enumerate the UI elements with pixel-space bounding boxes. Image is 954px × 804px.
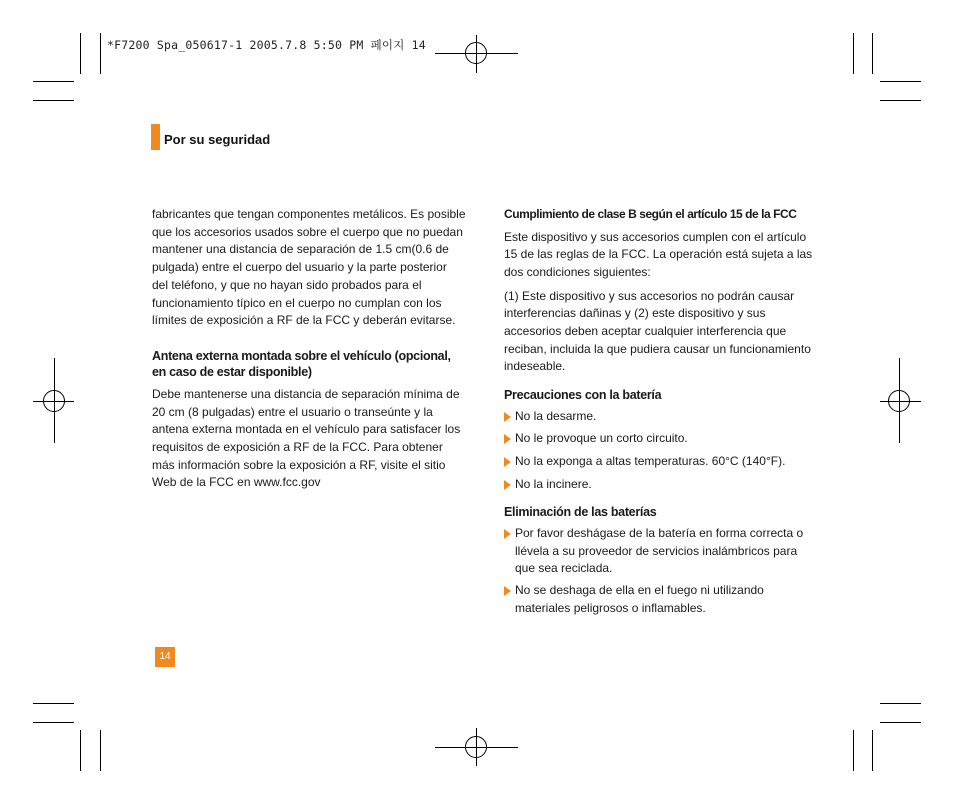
bullet-arrow-icon — [504, 412, 511, 422]
section-marker — [151, 124, 160, 150]
disposal-list — [504, 525, 818, 618]
antenna-heading: Antena externa montada sobre el vehículo (opcional, en caso de estar disponible) — [152, 348, 451, 380]
list-item: No se deshaga de ella en el fuego ni utilizando materiales peligrosos o inflamables. — [504, 582, 818, 617]
antenna-paragraph: Debe mantenerse una distancia de separación mínima de 20 cm (8 pulgadas) entre el usuario o transeúnte y la antena externa montada en el vehículo para satisfacer los requisitos de exposición a RF de la FCC. Para obtener más información sobre la exposición a RF, visite el sitio Web de la FCC en www.fcc.gov — [152, 386, 461, 490]
page-number: 14 — [155, 647, 175, 667]
section-title: Por su seguridad — [164, 132, 271, 147]
battery-heading: Precauciones con la batería — [504, 388, 662, 403]
registration-target-icon — [465, 42, 487, 64]
registration-target-icon — [465, 736, 487, 758]
intro-paragraph: fabricantes que tengan componentes metálicos. Es posible que los accesorios usados sobre el cuerpo que no puedan mantener una distancia de separación de 1.5 cm(0.6 de pulgada) entre el cuerpo del usuario y la parte posterior del teléfono, y que no hayan sido probados para el funcionamiento típico en el cuerpo no cumplan con los límites de exposición a RF de la FCC y deberán evitarse. — [152, 207, 466, 328]
battery-list — [504, 408, 818, 494]
fcc-heading: Cumplimiento de clase B según el artículo 15 de la FCC — [504, 207, 797, 221]
right-column — [504, 206, 818, 617]
list-item: Por favor deshágase de la batería en forma correcta o llévela a su proveedor de servicios inalámbricos para que sea reciclada. — [504, 525, 818, 578]
print-header: *F7200 Spa_050617-1 2005.7.8 5:50 PM 페이지 14 — [107, 38, 426, 52]
bullet-arrow-icon — [504, 529, 511, 539]
list-item: No la incinere. — [504, 476, 818, 494]
list-item: No la desarme. — [504, 408, 818, 426]
left-column — [152, 206, 466, 492]
bullet-arrow-icon — [504, 434, 511, 444]
bullet-arrow-icon — [504, 480, 511, 490]
list-item: No le provoque un corto circuito. — [504, 430, 818, 448]
bullet-arrow-icon — [504, 457, 511, 467]
registration-target-icon — [43, 390, 65, 412]
fcc-paragraph-1: Este dispositivo y sus accesorios cumplen con el artículo 15 de las reglas de la FCC. La operación está sujeta a las dos condiciones siguientes: — [504, 229, 813, 279]
list-item: No la exponga a altas temperaturas. 60°C (140°F). — [504, 453, 818, 471]
registration-target-icon — [888, 390, 910, 412]
bullet-arrow-icon — [504, 586, 511, 596]
fcc-paragraph-2: (1) Este dispositivo y sus accesorios no podrán causar interferencias dañinas y (2) este dispositivo y sus accesorios deben aceptar cualquier interferencia que reciban, incluida la que pudiera causar un funcionamiento indeseable. — [504, 288, 811, 374]
disposal-heading: Eliminación de las baterías — [504, 505, 657, 520]
